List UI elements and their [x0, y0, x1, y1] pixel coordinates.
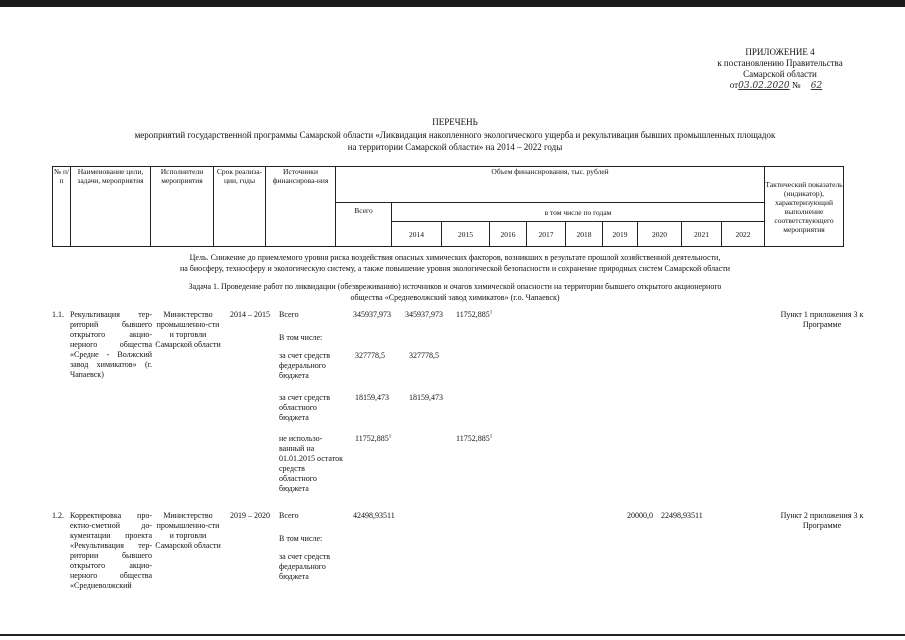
date-prefix: от	[729, 80, 739, 90]
row-name: Корректировка про-ектно-сметной до-кументации проекта «Рекультивация тер-ритории бывшего открытого акцио-нерного общества «Средневолжский	[70, 511, 152, 590]
col-volume: Объем финансирования, тыс. рублей	[336, 167, 765, 203]
value-2014: 327778,5	[409, 351, 439, 360]
col-sources: Источники финансирова-ния	[266, 167, 336, 247]
col-total: Всего	[336, 203, 392, 247]
value-total: 11752,885$^1$	[355, 434, 392, 443]
source-label: за счет средств федерального бюджета	[279, 351, 331, 380]
number-prefix: №	[791, 80, 801, 90]
value-2019: 20000,0	[627, 511, 653, 520]
row-indicator: Пункт 1 приложения 3 к Программе	[780, 310, 864, 329]
row-term: 2019 – 2020	[230, 511, 270, 520]
value-2015: 11752,885$^1$	[456, 310, 493, 319]
row-number: 1.2.	[52, 511, 64, 520]
goal-line-1: Цель. Снижение до приемлемого уровня риска воздействия опасных химических факторов, возникших в результате прошлой хозяйственной деятельности,	[189, 253, 721, 262]
document-title-line-2: на территории Самарской области» на 2014 – 2022 годы	[347, 142, 563, 152]
col-indicator: Тактический показатель (индикатор), характеризующий выполнение соответствующего мероприятия	[765, 167, 844, 247]
task-line-1: Задача 1. Проведение работ по ликвидации (обезвреживанию) источников и очагов химической опасности на территории бывшего открытого акционерного	[188, 282, 722, 291]
funding-table-header	[52, 166, 844, 247]
document-heading: ПЕРЕЧЕНЬ	[432, 117, 478, 127]
handwritten-date: 03.02.2020	[738, 81, 790, 91]
goal-line-2: на биосферу, техносферу и экологическую систему, а также повышение уровня экологической безопасности и сохранение природных систем Самарской области	[179, 264, 731, 273]
value-total: 345937,973	[353, 310, 391, 319]
year-2015: 2015	[442, 222, 490, 247]
value-2014: 345937,973	[405, 310, 443, 319]
year-2022: 2022	[722, 222, 765, 247]
value-2015: 11752,885$^1$	[456, 434, 493, 443]
source-label: Всего	[279, 511, 299, 520]
year-2018: 2018	[566, 222, 603, 247]
scan-top-edge	[0, 0, 905, 7]
annex-line-2: к постановлению Правительства	[717, 58, 843, 68]
row-executor: Министерство промышленно-сти и торговли Самарской области	[155, 310, 221, 349]
value-2020: 22498,93511	[661, 511, 703, 520]
col-number: № п/п	[53, 167, 71, 247]
col-name: Наименование цели, задачи, мероприятия	[71, 167, 151, 247]
document-title-line-1: мероприятий государственной программы Самарской области «Ликвидация накопленного экологического ущерба и рекультивация бывших промышленных площадок	[134, 130, 776, 140]
source-label: за счет средств федерального бюджета	[279, 552, 331, 581]
year-2014: 2014	[392, 222, 442, 247]
col-executors: Исполнители мероприятия	[151, 167, 214, 247]
value-2014: 18159,473	[409, 393, 443, 402]
task-line-2: общества «Средневолжский завод химикатов» (г.о. Чапаевск)	[350, 293, 560, 302]
year-2017: 2017	[527, 222, 566, 247]
col-term: Срок реализа-ции, годы	[214, 167, 266, 247]
row-term: 2014 – 2015	[230, 310, 270, 319]
value-total: 18159,473	[355, 393, 389, 402]
value-total: 42498,93511	[353, 511, 395, 520]
year-2019: 2019	[603, 222, 638, 247]
year-2016: 2016	[490, 222, 527, 247]
annex-block	[680, 47, 880, 92]
value-total: 327778,5	[355, 351, 385, 360]
source-label: В том числе:	[279, 534, 323, 543]
row-indicator: Пункт 2 приложения 3 к Программе	[780, 511, 864, 530]
row-executor: Министерство промышленно-сти и торговли Самарской области	[155, 511, 221, 550]
annex-title: ПРИЛОЖЕНИЕ 4	[745, 47, 815, 57]
col-by-years: в том числе по годам	[392, 203, 765, 222]
year-2021: 2021	[682, 222, 722, 247]
handwritten-number: 62	[810, 81, 823, 91]
source-label: за счет средств областного бюджета	[279, 393, 331, 422]
row-name: Рекультивация тер-риторий бывшего открытого акцио-нерного общества «Средне - Волжский завод химикатов» (г. Чапаевск)	[70, 310, 152, 379]
scan-bottom-edge	[0, 634, 905, 636]
source-label: не использо-ванный на 01.01.2015 остаток средств областного бюджета	[279, 434, 343, 493]
annex-line-3: Самарской области	[743, 69, 817, 79]
source-label: В том числе:	[279, 333, 323, 342]
row-number: 1.1.	[52, 310, 64, 319]
annex-date-line	[680, 80, 880, 92]
year-2020: 2020	[638, 222, 682, 247]
source-label: Всего	[279, 310, 299, 319]
